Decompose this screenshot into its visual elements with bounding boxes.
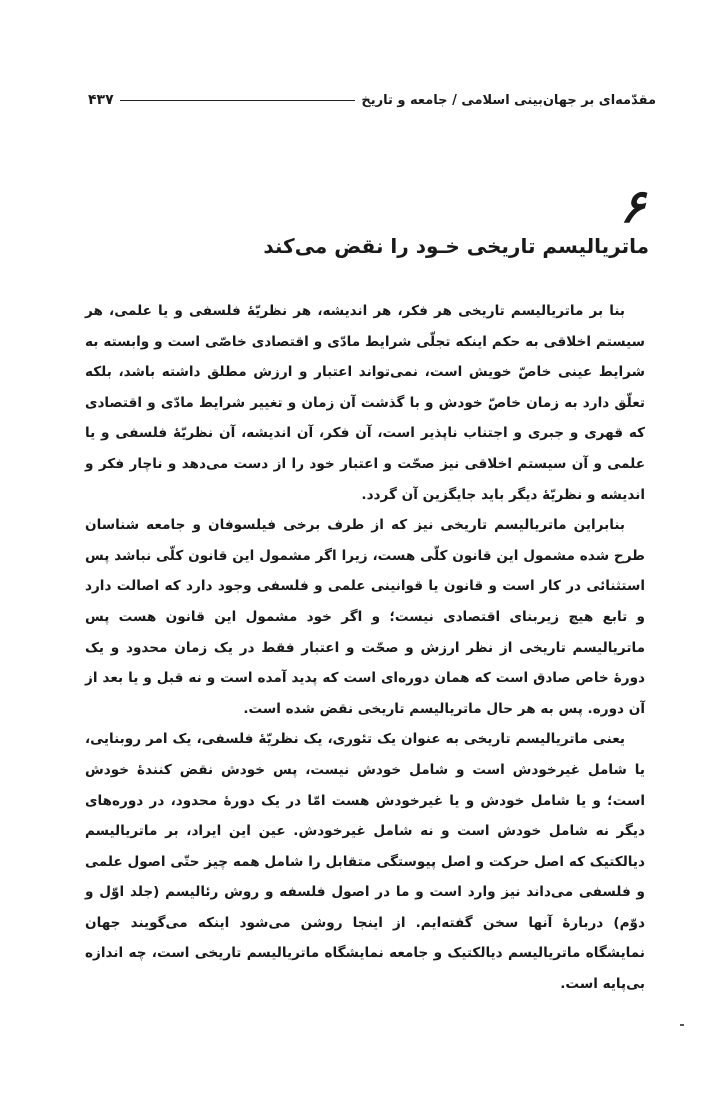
margin-mark bbox=[680, 1024, 684, 1026]
paragraph: بنا بر ماتریالیسم تاریخی هر فکر، هر اندیشه، هر نظریّهٔ فلسفی و یا علمی، هر سیستم اخلاقی به حکم اینکه تجلّی شرایط مادّی و اقتصادی خاصّی است و وابسته به شرایط عینی خاصّ خویش است، نمی‌تواند اعتبار و ارزش مطلق داشته باشد، بلکه تعلّق دارد به زمان خاصّ خودش و با گذشت آن زمان و تغییر شرایط مادّی و اقتصادی که قهری و جبری و اجتناب ناپذیر است، آن فکر، آن اندیشه، آن نظریّهٔ فلسفی و یا علمی و آن سیستم اخلاقی نیز صحّت و اعتبار خود را از دست می‌دهد و ناچار فکر و اندیشه و نظریّهٔ دیگر باید جایگزین آن گردد. bbox=[85, 303, 645, 503]
running-header bbox=[88, 88, 656, 112]
chapter-title: ماتریالیسم تاریخی خـود را نقض می‌کند bbox=[263, 234, 649, 258]
body-text bbox=[85, 296, 645, 1000]
page-number: ۴۳۷ bbox=[88, 92, 114, 108]
running-header-title: مقدّمه‌ای بر جهان‌بینی اسلامی / جامعه و تاریخ bbox=[361, 92, 656, 108]
chapter-number: ۶ bbox=[620, 179, 645, 233]
header-rule bbox=[120, 100, 356, 101]
paragraph: یعنی ماتریالیسم تاریخی به عنوان یک تئوری، یک نظریّهٔ فلسفی، یک امر روبنایی، یا شامل غیرخودش است و شامل خودش نیست، پس خودش نقض کنندهٔ خودش است؛ و یا شامل خودش و یا غیرخودش هست امّا در یک دورهٔ محدود، در دوره‌های دیگر نه شامل خودش است و نه شامل غیرخودش. عین این ایراد، بر ماتریالیسم دیالکتیک که اصل حرکت و اصل پیوستگی متقابل را شامل همه چیز حتّی اصول علمی و فلسفی می‌داند نیز وارد است و ما در اصول فلسفه و روش رئالیسم (جلد اوّل و دوّم) دربارهٔ آنها سخن گفته‌ایم. از اینجا روشن می‌شود اینکه می‌گویند جهان نمایشگاه ماتریالیسم دیالکتیک و جامعه نمایشگاه ماتریالیسم تاریخی است، چه اندازه بی‌پایه است. bbox=[85, 731, 645, 993]
paragraph: بنابراین ماتریالیسم تاریخی نیز که از طرف برخی فیلسوفان و جامعه شناسان طرح شده مشمول این قانون کلّی هست، زیرا اگر مشمول این قانون کلّی نباشد پس استثنائی در کار است و قانون یا قوانینی علمی و فلسفی وجود دارد که اصالت دارد و تابع هیچ زیربنای اقتصادی نیست؛ و اگر خود مشمول این قانون هست پس ماتریالیسم تاریخی از نظر ارزش و صحّت و اعتبار فقط در یک زمان محدود و یک دورهٔ خاص صادق است که همان دوره‌ای است که پدید آمده است و نه قبل و یا بعد از آن دوره. پس به هر حال ماتریالیسم تاریخی نقض شده است. bbox=[85, 517, 645, 717]
